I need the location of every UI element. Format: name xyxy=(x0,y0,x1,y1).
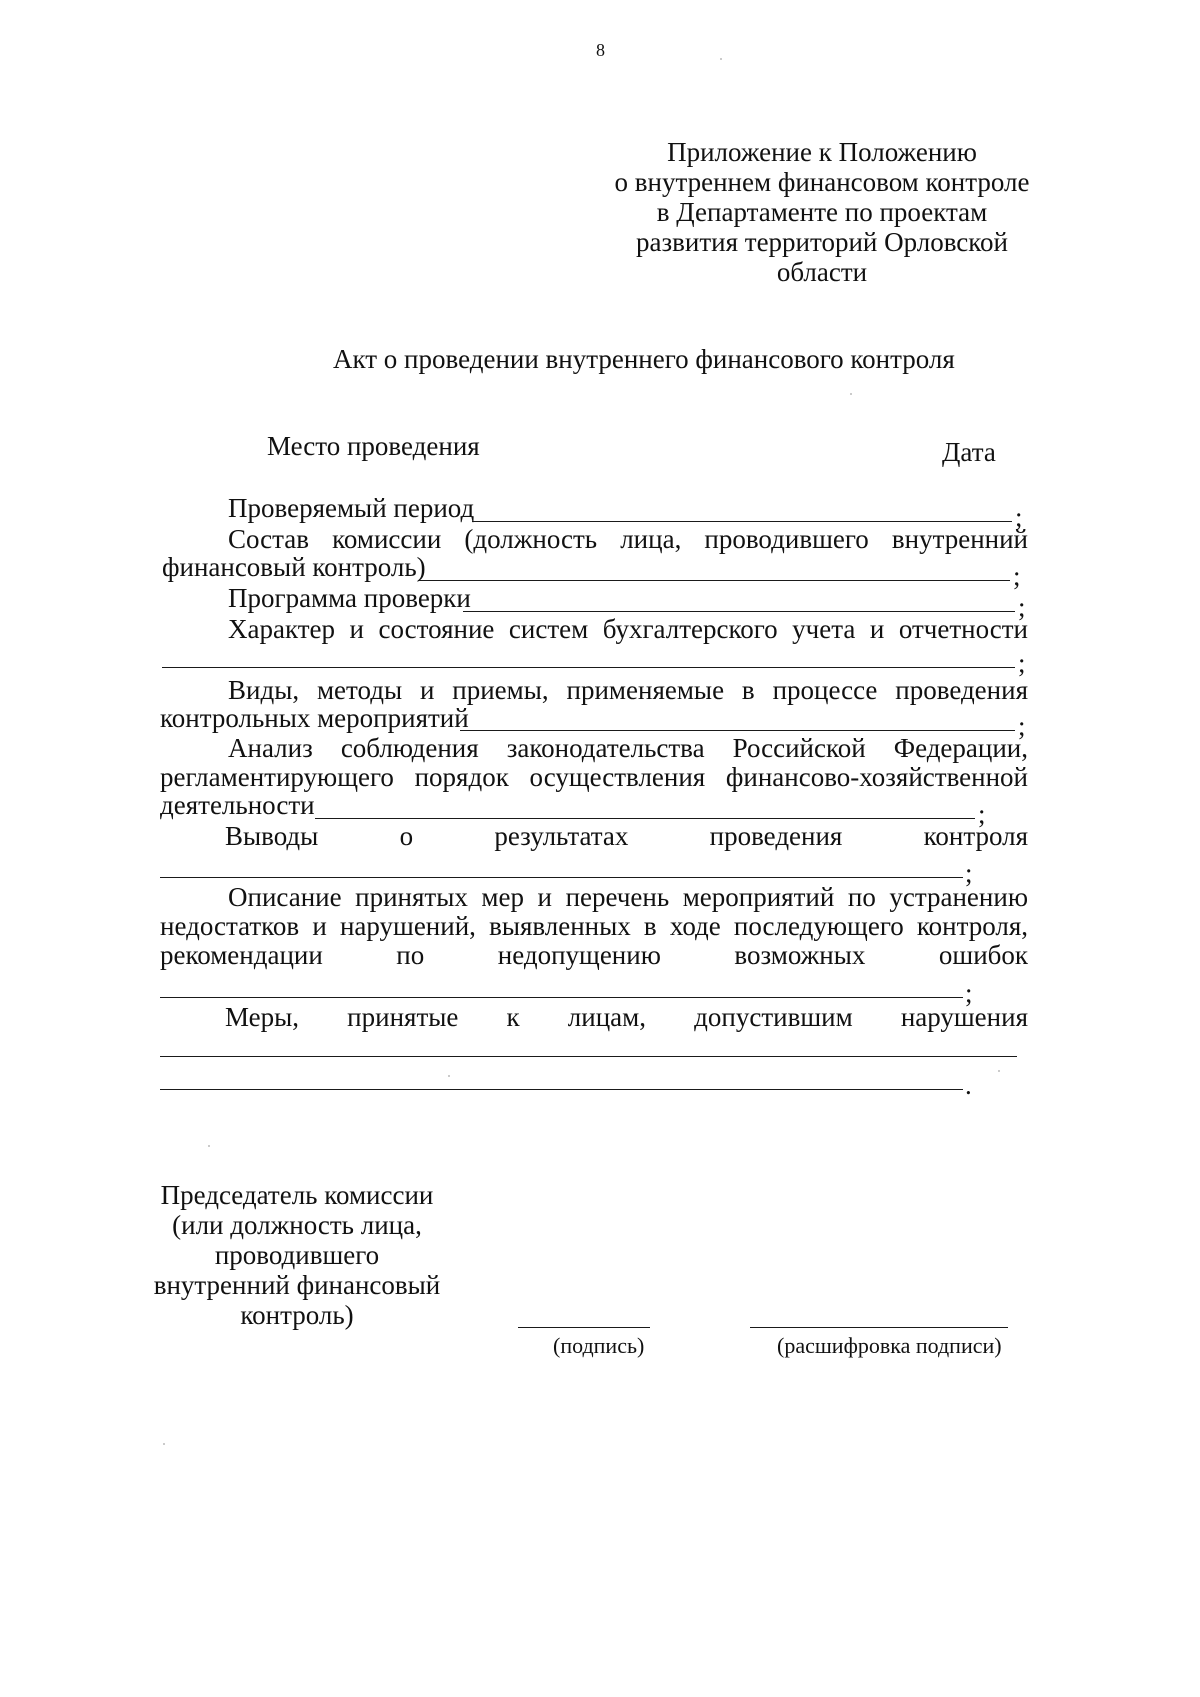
period-fill-line xyxy=(472,521,1012,522)
chair-line: Председатель комиссии xyxy=(160,1180,434,1210)
accounting-text: Характер и состояние систем бухгалтерского учета и отчетности xyxy=(228,614,1028,644)
commission-text-cont: финансовый контроль) xyxy=(162,552,426,582)
persons-period: . xyxy=(965,1070,972,1100)
measures-desc-text: Описание принятых мер и перечень мероприятий по устранению xyxy=(228,882,1028,912)
scan-speck xyxy=(850,393,852,395)
commission-fill-line xyxy=(418,580,1010,581)
scan-speck xyxy=(208,1145,210,1147)
methods-semicolon: ; xyxy=(1018,711,1026,741)
signature-line xyxy=(518,1327,650,1328)
appendix-line: области xyxy=(776,257,868,287)
conclusions-semicolon: ; xyxy=(965,858,973,888)
commission-semicolon: ; xyxy=(1013,561,1021,591)
signature-caption: (подпись) xyxy=(553,1333,645,1358)
conclusions-fill-line xyxy=(160,877,963,878)
scan-speck xyxy=(998,1070,1000,1072)
analysis-fill-line xyxy=(315,818,975,819)
date-label: Дата xyxy=(942,437,996,467)
persons-fill-line-2 xyxy=(160,1089,963,1090)
program-fill-line xyxy=(463,611,1015,612)
signature-decode-line xyxy=(750,1327,1008,1328)
chair-line: внутренний финансовый xyxy=(153,1270,441,1300)
accounting-fill-line xyxy=(162,667,1015,668)
conclusions-text: Выводы о результатах проведения контроля xyxy=(225,821,1028,851)
analysis-semicolon: ; xyxy=(978,799,986,829)
persons-text: Меры, принятые к лицам, допустившим нарушения xyxy=(225,1002,1028,1032)
chair-line: (или должность лица, xyxy=(172,1210,422,1240)
signature-decode-caption: (расшифровка подписи) xyxy=(777,1333,1002,1358)
methods-fill-line xyxy=(460,730,1015,731)
appendix-line: в Департаменте по проектам xyxy=(656,197,988,227)
period-semicolon: ; xyxy=(1015,502,1023,532)
accounting-semicolon: ; xyxy=(1018,648,1026,678)
appendix-line: развития территорий Орловской xyxy=(636,227,1008,257)
measures-desc-semicolon: ; xyxy=(965,978,973,1008)
appendix-line: о внутреннем финансовом контроле xyxy=(614,167,1030,197)
chair-line: контроль) xyxy=(240,1300,354,1330)
scan-speck xyxy=(448,1075,450,1077)
chair-line: проводившего xyxy=(214,1240,380,1270)
measures-desc-fill-line xyxy=(160,997,963,998)
document-title: Акт о проведении внутреннего финансового контроля xyxy=(333,344,955,374)
program-semicolon: ; xyxy=(1018,592,1026,622)
methods-text-cont: контрольных мероприятий xyxy=(160,703,469,733)
analysis-text-cont: регламентирующего порядок осуществления финансово-хозяйственной xyxy=(160,762,1028,792)
measures-desc-text-cont: недостатков и нарушений, выявленных в ходе последующего контроля, xyxy=(160,911,1028,941)
place-label: Место проведения xyxy=(267,431,480,461)
analysis-text: Анализ соблюдения законодательства Российской Федерации, xyxy=(228,733,1028,763)
measures-desc-text-end: рекомендации по недопущению возможных ошибок xyxy=(160,940,1028,970)
scan-speck xyxy=(163,1443,165,1445)
methods-text: Виды, методы и приемы, применяемые в процессе проведения xyxy=(228,675,1028,705)
appendix-line: Приложение к Положению xyxy=(667,137,977,167)
program-label: Программа проверки xyxy=(228,583,471,613)
analysis-text-end: деятельности xyxy=(160,790,315,820)
scan-speck xyxy=(720,58,722,60)
commission-text: Состав комиссии (должность лица, проводившего внутренний xyxy=(228,524,1028,554)
persons-fill-line-1 xyxy=(160,1056,1017,1057)
period-label: Проверяемый период xyxy=(228,493,475,523)
page-number: 8 xyxy=(596,40,605,60)
